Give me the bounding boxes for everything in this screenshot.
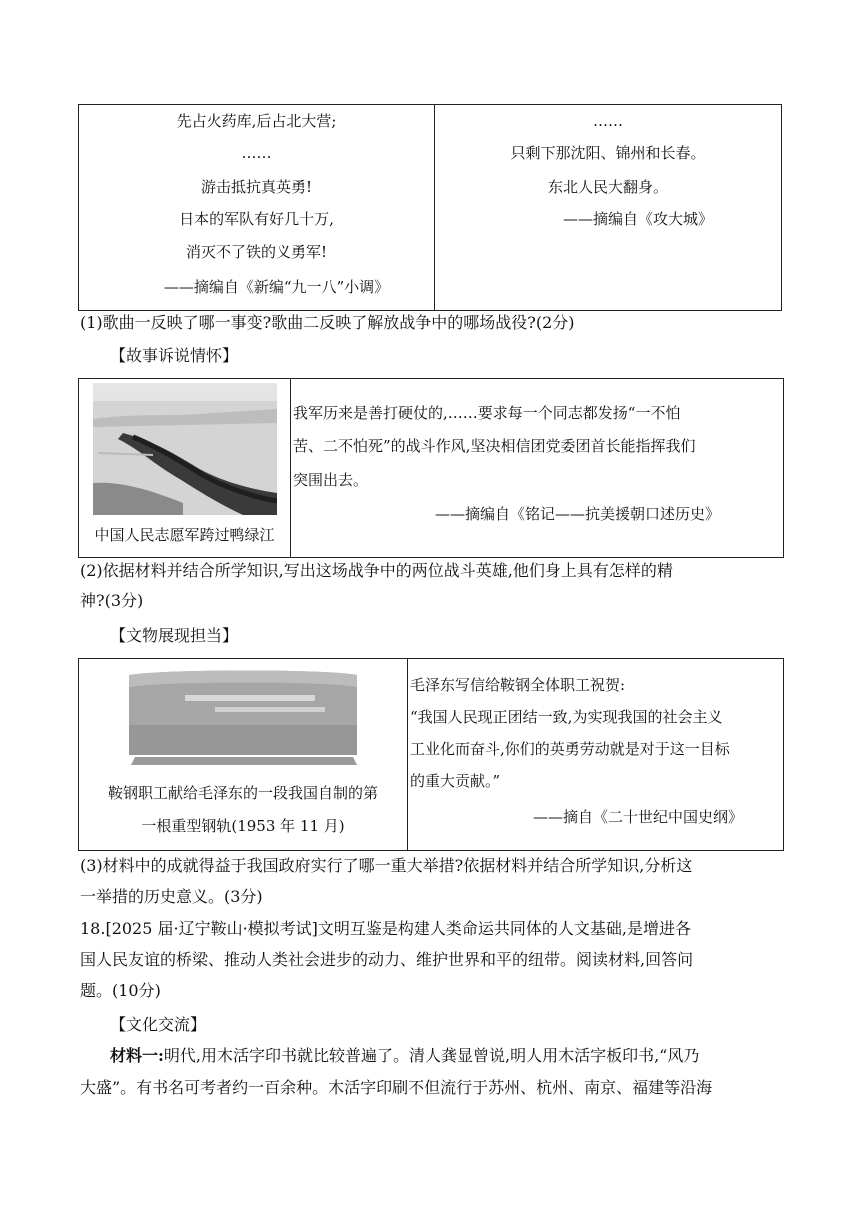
volunteer-army-photo: [93, 383, 277, 515]
song1-line: 游击抵抗真英勇!: [200, 178, 313, 196]
story-table: [78, 378, 784, 558]
song2-cell: [435, 105, 781, 310]
song1-line: 消灭不了铁的义勇军!: [185, 243, 328, 261]
river-crossing-image: [93, 383, 277, 515]
relic-text-line: 工业化而奋斗,你们的英勇劳动就是对于这一目标: [410, 740, 730, 758]
relic-text-line: 的重大贡献。”: [410, 772, 501, 790]
relic-table: [78, 658, 784, 851]
song2-line: 只剩下那沈阳、锦州和长春。: [510, 144, 706, 162]
story-caption: 中国人民志愿军跨过鸭绿江: [94, 526, 275, 544]
song2-line: 东北人民大翻身。: [547, 178, 668, 196]
relic-text-line: 毛泽东写信给鞍钢全体职工祝贺:: [410, 676, 626, 694]
song1-cell: [79, 105, 434, 310]
story-text-line: 突围出去。: [293, 471, 369, 489]
relic-source: ——摘自《二十世纪中国史纲》: [533, 808, 744, 826]
story-text-line: 苦、二不怕死”的战斗作风,坚决相信团党委团首长能指挥我们: [293, 437, 696, 455]
material-1-label: 材料一:: [110, 1046, 164, 1065]
question-18-line: 国人民友谊的桥梁、推动人类社会进步的动力、维护世界和平的纽带。阅读材料,回答问: [80, 950, 694, 969]
section-title-story: 【故事诉说情怀】: [110, 346, 239, 365]
song2-source: ——摘编自《攻大城》: [562, 210, 713, 228]
question-3-line: 一举措的历史意义。(3分): [80, 887, 263, 906]
story-text-line: 我军历来是善打硬仗的,……要求每一个同志都发扬“一不怕: [293, 404, 681, 422]
song1-source: ——摘编自《新编“九一八”小调》: [163, 278, 390, 296]
material-1-text: 明代,用木活字印书就比较普遍了。清人龚显曾说,明人用木活字板印书,“风乃: [163, 1046, 700, 1065]
song1-line: 先占火药库,后占北大营;: [176, 112, 337, 130]
song1-line: ……: [241, 144, 272, 162]
story-source: ——摘编自《铭记——抗美援朝口述历史》: [435, 505, 721, 523]
question-3-line: (3)材料中的成就得益于我国政府实行了哪一重大举措?依据材料并结合所学知识,分析这: [80, 856, 693, 875]
relic-text-line: “我国人民现正团结一致,为实现我国的社会主义: [410, 708, 723, 726]
question-18-line: 题。(10分): [80, 981, 161, 1000]
songs-table: [78, 104, 782, 311]
question-2-line: (2)依据材料并结合所学知识,写出这场战争中的两位战斗英雄,他们身上具有怎样的精: [80, 561, 673, 580]
song1-line: 日本的军队有好几十万,: [179, 210, 334, 228]
question-1: (1)歌曲一反映了哪一事变?歌曲二反映了解放战争中的哪场战役?(2分): [80, 313, 575, 332]
steel-rail-image: [125, 665, 363, 767]
steel-rail-photo: [125, 665, 363, 767]
section-title-culture: 【文化交流】: [110, 1015, 207, 1034]
question-2-line: 神?(3分): [80, 591, 144, 610]
story-table-divider: [290, 379, 291, 557]
question-18-line: 18.[2025 届·辽宁鞍山·模拟考试]文明互鉴是构建人类命运共同体的人文基础,是增进各: [80, 919, 691, 938]
relic-caption-line: 鞍钢职工献给毛泽东的一段我国自制的第: [107, 784, 378, 802]
relic-caption-line: 一根重型钢轨(1953 年 11 月): [141, 817, 345, 835]
song2-line: ……: [593, 112, 623, 130]
section-title-relic: 【文物展现担当】: [110, 626, 239, 645]
material-1-line1: [110, 1045, 699, 1067]
relic-table-divider: [407, 659, 408, 850]
material-1-line2: 大盛”。有书名可考者约一百余种。木活字印刷不但流行于苏州、杭州、南京、福建等沿海: [80, 1078, 713, 1097]
